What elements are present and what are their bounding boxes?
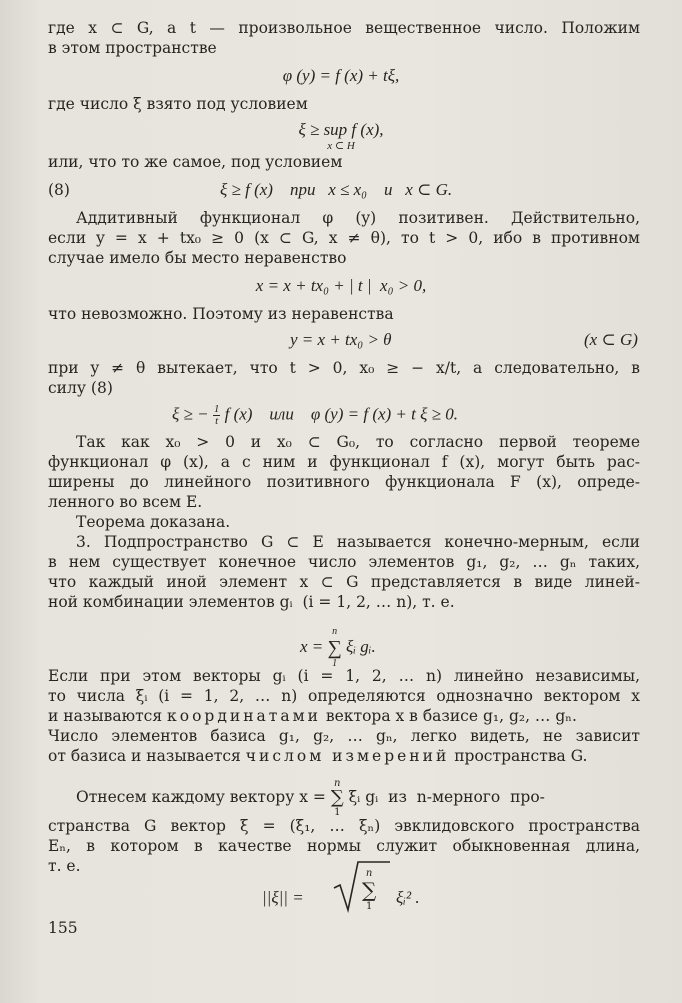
formula-sup-subscript: x ⊂ H	[327, 140, 355, 152]
text-line: Аддитивный функционал φ (y) позитивен. Действительно,	[76, 209, 640, 227]
formula-norm-body: ξᵢ² .	[396, 888, 420, 907]
emphasis-dimension-count: числом измерений	[245, 747, 450, 765]
text-line: т. е.	[48, 857, 81, 875]
text-line: и называются координатами вектора x в базисе g₁, g₂, … gₙ.	[48, 707, 577, 725]
sum-lower-limit: 1	[365, 901, 373, 912]
text-line: в нем существует конечное число элементов g₁, g₂, … gₙ таких,	[48, 553, 640, 571]
text-line: Если при этом векторы gᵢ (i = 1, 2, … n) линейно независимы,	[48, 667, 640, 685]
text-line: где x ⊂ G, а t — произвольное вещественное число. Положим	[48, 19, 640, 37]
text-line: Eₙ, в котором в качестве нормы служит обыкновенная длина,	[48, 837, 640, 855]
text-line: Число элементов базиса g₁, g₂, … gₙ, легко видеть, не зависит	[48, 727, 640, 745]
sum-upper-limit: n	[334, 778, 341, 789]
text-line: что невозможно. Поэтому из неравенства	[48, 305, 394, 323]
text-line: ширены до линейного позитивного функционала F (x), опреде-	[48, 473, 640, 491]
sigma-symbol: ∑	[330, 787, 344, 808]
text-line: Так как x₀ > 0 и x₀ ⊂ G₀, то согласно первой теореме	[76, 433, 640, 451]
formula-norm-lhs: ||ξ|| =	[262, 888, 308, 907]
norm-sum	[362, 868, 376, 912]
text-line: где число ξ взято под условием	[48, 95, 308, 113]
sum-upper-limit: n	[332, 626, 338, 637]
fraction-numerator: 1	[213, 403, 220, 415]
formula-sum: x = n ∑ 1 ξᵢ gᵢ.	[300, 626, 376, 669]
formula-condition: (x ⊂ G)	[584, 330, 638, 349]
text-line: 3. Подпространство G ⊂ E называется конечно-мерным, если	[76, 533, 640, 551]
text-line: ной комбинации элементов gᵢ (i = 1, 2, … n), т. е.	[48, 593, 455, 611]
text-line: случае имело бы место неравенство	[48, 249, 347, 267]
text-line: что каждый иной элемент x ⊂ G представляется в виде линей-	[48, 573, 640, 591]
text-line: силу (8)	[48, 379, 113, 397]
text-line: ленного во всем E.	[48, 493, 203, 511]
formula-eq8: ξ ≥ f (x) при x ≤ x₀ и x ⊂ G.	[220, 180, 453, 199]
text-line: при y ≠ θ вытекает, что t > 0, x₀ ≥ − x/t, а следовательно, в	[48, 359, 640, 377]
text-line: или, что то же самое, под условием	[48, 153, 343, 171]
page-number: 155	[48, 919, 78, 937]
text-line: Теорема доказана.	[76, 513, 231, 531]
sum-lower-limit: 1	[334, 807, 341, 818]
formula-xi-inequality: ξ ≥ − $\frac{1}{t}$ f (x) или φ (y) = f (x) + t ξ ≥ 0.	[172, 403, 458, 427]
text-line: функционал φ (x), а с ним и функционал f (x), могут быть рас-	[48, 453, 640, 471]
text-line: странства G вектор ξ = (ξ₁, … ξₙ) эвклидовского пространства	[48, 817, 640, 835]
formula-phi-definition: φ (y) = f (x) + tξ,	[282, 66, 400, 85]
text-line: в этом пространстве	[48, 39, 217, 57]
formula-xi-condition: ξ ≥ sup f (x),	[298, 120, 384, 139]
fraction-denominator: t	[215, 415, 219, 427]
sum-upper-limit: n	[365, 868, 373, 879]
sigma-symbol: ∑	[362, 878, 377, 902]
text-line: если y = x + tx₀ ≥ 0 (x ⊂ G, x ≠ θ), то t > 0, ибо в противном	[48, 229, 640, 247]
emphasis-coordinates: координатами	[167, 707, 321, 725]
equation-number: (8)	[48, 181, 70, 199]
text-line: то числа ξᵢ (i = 1, 2, … n) определяются однозначно вектором x	[48, 687, 640, 705]
sum-lower-limit: 1	[332, 658, 338, 669]
formula-inequality: x = x + tx₀ + | t | x₀ > 0,	[255, 276, 427, 295]
sigma-symbol: ∑	[327, 637, 342, 659]
text-line: Отнесем каждому вектору x = n ∑ 1 ξᵢ gᵢ из n-мерного про-	[76, 778, 545, 818]
text-line: от базиса и называется числом измерений пространства G.	[48, 747, 588, 765]
formula-inequality-2: y = x + tx₀ > θ	[290, 330, 392, 349]
